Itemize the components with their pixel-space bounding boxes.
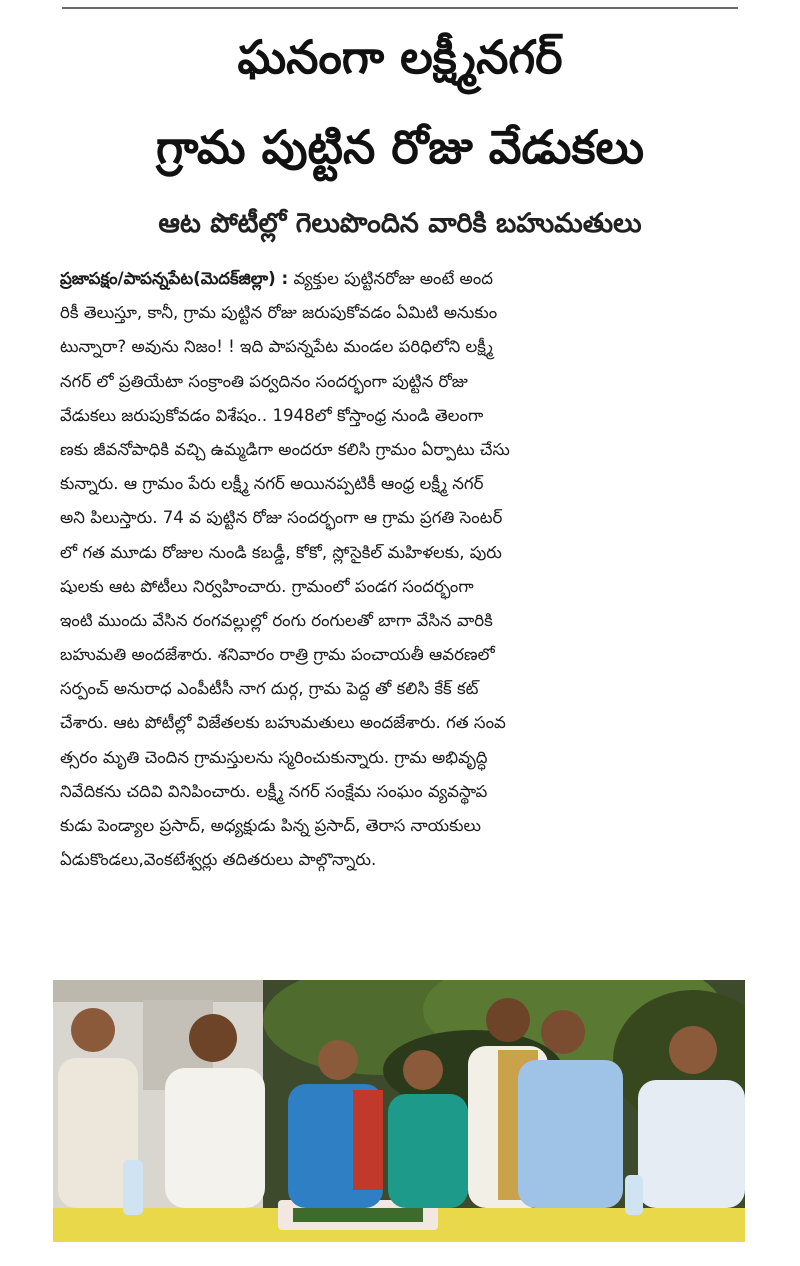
article-line: ఏడుకొండలు,వెంకటేశ్వర్లు తదితరులు పాల్గొన్నారు. [60,850,377,870]
article-line: అని పిలుస్తారు. 74 వ పుట్టిన రోజు సందర్భంగా ఆ గ్రామ ప్రగతి సెంటర్ [60,508,503,528]
article-line: ఇంటి ముందు వేసిన రంగవల్లుల్లో రంగు రంగులతో బాగా వేసిన వారికి [60,610,493,630]
article-line: కుడు పెండ్యాల ప్రసాద్, అధ్యక్షుడు పిన్న ప్రసాద్, తెరాస నాయకులు [60,816,481,835]
article-line: రికీ తెలుస్తూ, కానీ, గ్రామ పుట్టిన రోజు జరుపుకోవడం ఏమిటి అనుకుం [60,303,498,323]
article-line: ణకు జీవనోపాధికి వచ్చి ఉమ్మడిగా అందరూ కలిసి గ్రామం ఏర్పాటు చేసు [60,439,510,459]
article-line: లో గత మూడు రోజుల నుండి కబడ్డీ, కోకో, స్లోసైకిల్ మహిళలకు, పురు [60,542,502,562]
article-line: సర్పంచ్ అనురాధ ఎంపీటీసీ నాగ దుర్గ, గ్రామ పెద్ద తో కలిసి కేక్ కట్ [60,679,479,699]
article-first-line [60,262,760,296]
article-dateline: ప్రజాపక్షం/పాపన్నపేట(మెదక్‌జిల్లా) : [60,269,289,288]
article-line: కున్నారు. ఆ గ్రామం పేరు లక్ష్మీ నగర్ అయినప్పటికీ ఆంధ్ర లక్ష్మీ నగర్ [60,474,484,494]
article-line: షులకు ఆట పోటీలు నిర్వహించారు. గ్రామంలో పండగ సందర్భంగా [60,576,474,596]
news-photo [53,980,745,1242]
article-first-line-text: వ్యక్తుల పుట్టినరోజు అంటే అంద [288,269,493,288]
article-line: నివేదికను చదివి వినిపించారు. లక్ష్మీ నగర్ సంక్షేమ సంఘం వ్యవస్థాప [60,781,488,801]
article-line: బహుమతి అందజేశారు. శనివారం రాత్రి గ్రామ పంచాయతీ ఆవరణలో [60,645,495,665]
article-line: త్సరం మృతి చెందిన గ్రామస్తులను స్మరించుకున్నారు. గ్రామ అభివృద్ధి [60,747,488,767]
subheadline: ఆట పోటీల్లో గెలుపొందిన వారికి బహుమతులు [158,208,642,239]
top-rule [62,7,738,9]
article-line: వేడుకలు జరుపుకోవడం విశేషం.. 1948లో కోస్తాంధ్ర నుండి తెలంగా [60,405,484,425]
headline-line-1: ఘనంగా లక్ష్మీనగర్ [237,30,563,84]
article-line: నగర్ లో ప్రతియేటా సంక్రాంతి పర్వదినం సందర్భంగా పుట్టిన రోజు [60,371,468,391]
article-line: టున్నారా? అవును నిజం! ! ఇది పాపన్నపేట మండల పరిధిలోని లక్ష్మీ [60,337,493,357]
headline-line-2: గ్రామ పుట్టిన రోజు వేడుకలు [155,120,645,174]
article-line: చేశారు. ఆట పోటీల్లో విజేతలకు బహుమతులు అందజేశారు. గత సంవ [60,713,506,733]
article-body [60,262,760,877]
